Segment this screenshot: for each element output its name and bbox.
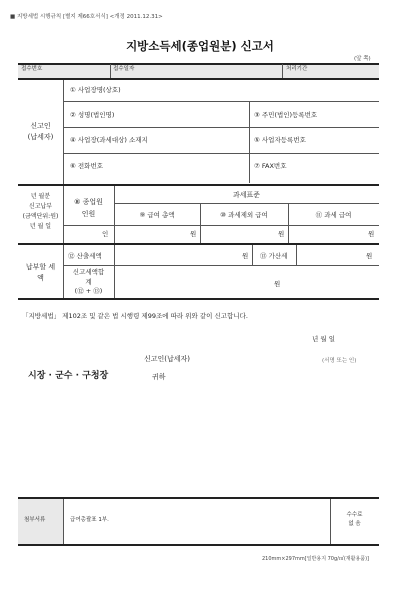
processing-period-label: 처리기간 [286, 66, 308, 72]
penalty-tax-label: ⑬ 가산세 [260, 252, 288, 260]
receipt-row-background [18, 64, 379, 78]
attachments-top-border [18, 497, 379, 499]
declarant-section-label: 신고인 (납세자) [27, 122, 54, 141]
recipient-title: 시장 · 군수 · 구청장 [28, 371, 109, 381]
document-title: 지방소득세(종업원분) 신고서 [126, 39, 274, 53]
tax-period-label: 년 월분 신고납부 (금액단위:원) 년 월 일 [22, 193, 59, 230]
row-line [63, 101, 379, 102]
row-line [63, 127, 379, 128]
phone-field: ⑥ 전화번호 [70, 162, 104, 170]
receipt-divider [282, 64, 283, 78]
won-unit: 원 [366, 252, 373, 260]
paper-spec: 210mm×297mm[일반용지 70g/㎡(재활용품)] [262, 556, 370, 562]
row-line [63, 153, 379, 154]
declarant-label-divider [63, 80, 64, 184]
pay-divider [200, 203, 201, 243]
attachments-label: 첨부서류 [24, 517, 46, 523]
receipt-bottom-border [18, 78, 379, 80]
payment-divider [114, 245, 115, 298]
receipt-date-label: 접수일자 [113, 66, 135, 72]
form-reference: ■ 지방세법 시행규칙 [별지 제66호서식] <개정 2011.12.31> [10, 14, 163, 20]
declarant-signature-label: 신고인(납세자) [144, 355, 191, 363]
pay-divider [288, 203, 289, 243]
signature-note: (서명 또는 인) [322, 358, 357, 364]
payment-divider [296, 245, 297, 265]
row-line [114, 203, 379, 204]
attachments-bottom-border [18, 544, 379, 546]
won-unit: 원 [278, 230, 285, 238]
taxable-pay-header: ⑪ 과세 급여 [315, 211, 352, 219]
recipient-honorific: 귀하 [152, 373, 166, 381]
receipt-number-label: 접수번호 [21, 66, 43, 72]
page-side-note: (앞 쪽) [354, 56, 371, 62]
section-border [18, 243, 379, 245]
business-address-field: ④ 사업장(과세대상) 소재지 [70, 136, 148, 144]
payment-divider [252, 245, 253, 265]
won-unit: 원 [242, 252, 249, 260]
calculated-tax-label: ⑫ 산출세액 [68, 252, 102, 260]
legal-statement: 「지방세법」 제102조 및 같은 법 시행령 제99조에 따라 위와 같이 신고합니다. [22, 312, 248, 320]
receipt-top-border [18, 63, 379, 65]
tax-standard-header: 과세표준 [232, 191, 261, 199]
employee-count-header: ⑧ 종업원 인원 [74, 198, 103, 218]
row-line [63, 225, 379, 226]
name-field: ② 성명(법인명) [70, 111, 115, 119]
total-declared-tax-label: 신고세액합 계 (⑫ + ⑬) [72, 268, 105, 295]
won-unit: 원 [368, 230, 375, 238]
attachments-divider [63, 499, 64, 544]
date-line: 년 월 일 [312, 335, 335, 343]
business-name-field: ① 사업장명(상호) [70, 86, 121, 94]
row-line [63, 265, 379, 266]
receipt-divider [110, 64, 111, 78]
person-unit: 인 [102, 230, 109, 238]
attachments-content: 급여총괄표 1부. [70, 517, 109, 523]
fee-label: 수수료 없 음 [346, 512, 363, 527]
total-pay-header: ⑨ 급여 총액 [139, 211, 175, 219]
section-border [18, 298, 379, 300]
declarant-column-divider [249, 101, 250, 183]
section-border [18, 184, 379, 186]
excluded-pay-header: ⑩ 과세제외 급여 [220, 211, 268, 219]
won-unit: 원 [190, 230, 197, 238]
won-unit: 원 [274, 280, 281, 288]
payable-tax-label: 납부할 세 액 [25, 263, 56, 282]
fax-field: ⑦ FAX번호 [254, 162, 287, 170]
business-registration-field: ⑤ 사업자등록번호 [254, 136, 306, 144]
registration-number-field: ③ 주민(법인)등록번호 [254, 111, 318, 119]
